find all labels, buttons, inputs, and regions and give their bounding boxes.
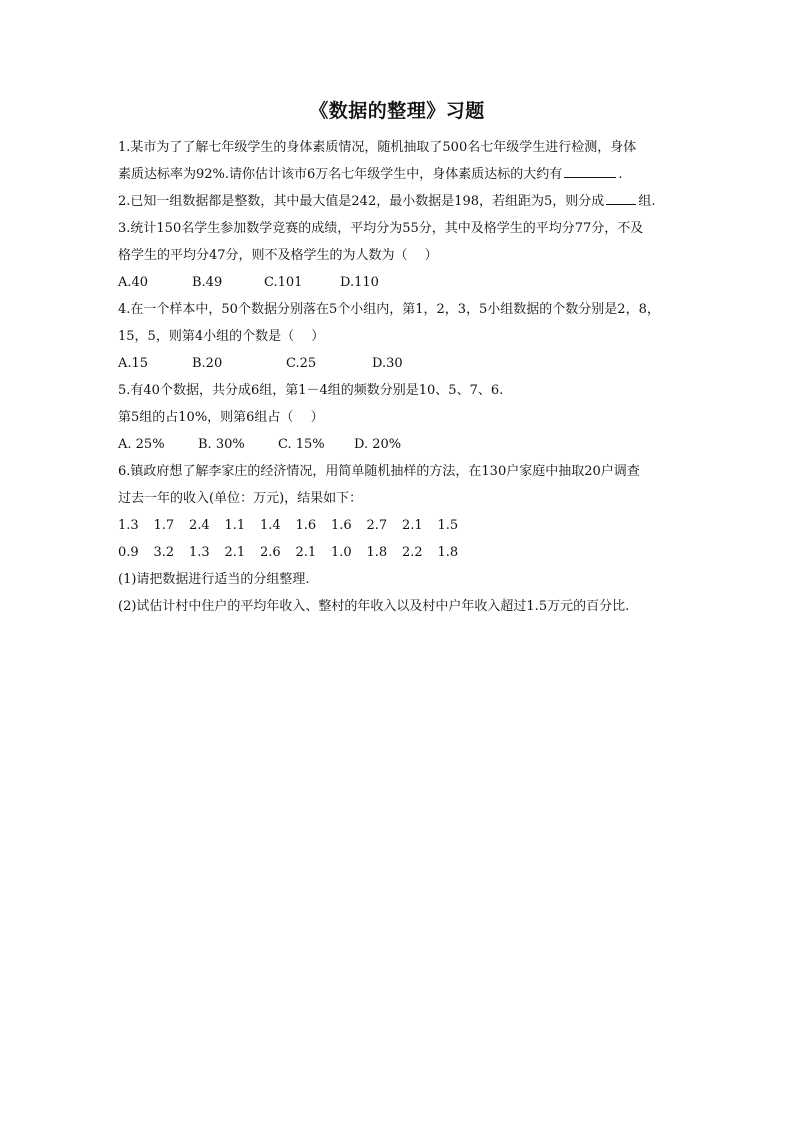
q1-line-2-end: . <box>618 167 623 182</box>
data-value: 1.4 <box>260 518 281 533</box>
q3-option-a: A.40 <box>118 275 149 290</box>
q6-data-row-1 <box>118 512 678 539</box>
q2-answer-blank <box>606 190 636 205</box>
q1-line-2-text: 素质达标率为92%.请你估计该市6万名七年级学生中，身体素质达标的大约有 <box>118 167 563 182</box>
q3-line-2: 格学生的平均分47分，则不及格学生的为人数为（ ） <box>118 248 438 263</box>
q6-data-row-2 <box>118 539 678 566</box>
data-value: 2.1 <box>402 518 423 533</box>
data-value: 1.7 <box>153 518 175 533</box>
q4-option-d: D.30 <box>372 356 403 371</box>
q1-line-1: 1.某市为了了解七年级学生的身体素质情况，随机抽取了500名七年级学生进行检测，身体 <box>118 140 637 155</box>
q6-sub-question-2: (2)试估计村中住户的平均年收入、整村的年收入以及村中户年收入超过1.5万元的百分比. <box>118 599 630 614</box>
data-value: 2.4 <box>189 518 210 533</box>
q1-answer-blank <box>564 163 616 178</box>
q3-option-d: D.110 <box>340 275 379 290</box>
data-value: 2.1 <box>224 545 246 560</box>
q3-options <box>118 269 678 296</box>
data-value: 2.1 <box>295 545 317 560</box>
q3-option-b: B.49 <box>192 275 223 290</box>
data-value: 1.3 <box>118 518 139 533</box>
q6-line-2: 过去一年的收入(单位：万元)，结果如下： <box>118 491 363 506</box>
q5-option-c: C. 15% <box>278 437 325 452</box>
q6-line-1: 6.镇政府想了解李家庄的经济情况，用简单随机抽样的方法，在130户家庭中抽取20户调查 <box>118 464 640 479</box>
q5-line-2: 第5组的占10%，则第6组占（ ） <box>118 410 324 425</box>
data-value: 1.8 <box>366 545 388 560</box>
data-value: 1.0 <box>331 545 352 560</box>
q1-line-2 <box>118 161 678 188</box>
data-value: 1.1 <box>224 518 246 533</box>
q4-line-2: 15，5，则第4小组的个数是（ ） <box>118 329 325 344</box>
q3-line-1: 3.统计150名学生参加数学竞赛的成绩，平均分为55分，其中及格学生的平均分77分，不及 <box>118 221 644 236</box>
q4-option-a: A.15 <box>118 356 149 371</box>
q5-option-d: D. 20% <box>354 437 402 452</box>
data-value: 1.5 <box>437 518 459 533</box>
data-value: 0.9 <box>118 545 139 560</box>
q4-line-1: 4.在一个样本中，50个数据分别落在5个小组内，第1，2，3，5小组数据的个数分别是2，8， <box>118 302 660 317</box>
q5-option-b: B. 30% <box>198 437 245 452</box>
data-value: 2.2 <box>402 545 423 560</box>
q2-text: 2.已知一组数据都是整数，其中最大值是242，最小数据是198，若组距为5，则分成 <box>118 194 605 209</box>
data-value: 3.2 <box>153 545 175 560</box>
q5-option-a: A. 25% <box>118 437 165 452</box>
data-value: 2.6 <box>260 545 281 560</box>
q2-text-end: 组. <box>638 194 656 209</box>
q4-options <box>118 350 678 377</box>
question-list <box>118 134 678 620</box>
data-value: 1.3 <box>189 545 210 560</box>
page-title: 《数据的整理》习题 <box>309 100 485 122</box>
q5-line-1: 5.有40个数据，共分成6组，第1－4组的频数分别是10、5、7、6. <box>118 383 504 398</box>
q5-options <box>118 431 678 458</box>
data-value: 1.8 <box>437 545 459 560</box>
q3-option-c: C.101 <box>264 275 303 290</box>
q2-line <box>118 188 678 215</box>
q4-option-c: C.25 <box>286 356 317 371</box>
data-value: 2.7 <box>366 518 388 533</box>
data-value: 1.6 <box>331 518 352 533</box>
q6-sub-question-1: (1)请把数据进行适当的分组整理. <box>118 572 310 587</box>
data-value: 1.6 <box>295 518 317 533</box>
q4-option-b: B.20 <box>192 356 223 371</box>
